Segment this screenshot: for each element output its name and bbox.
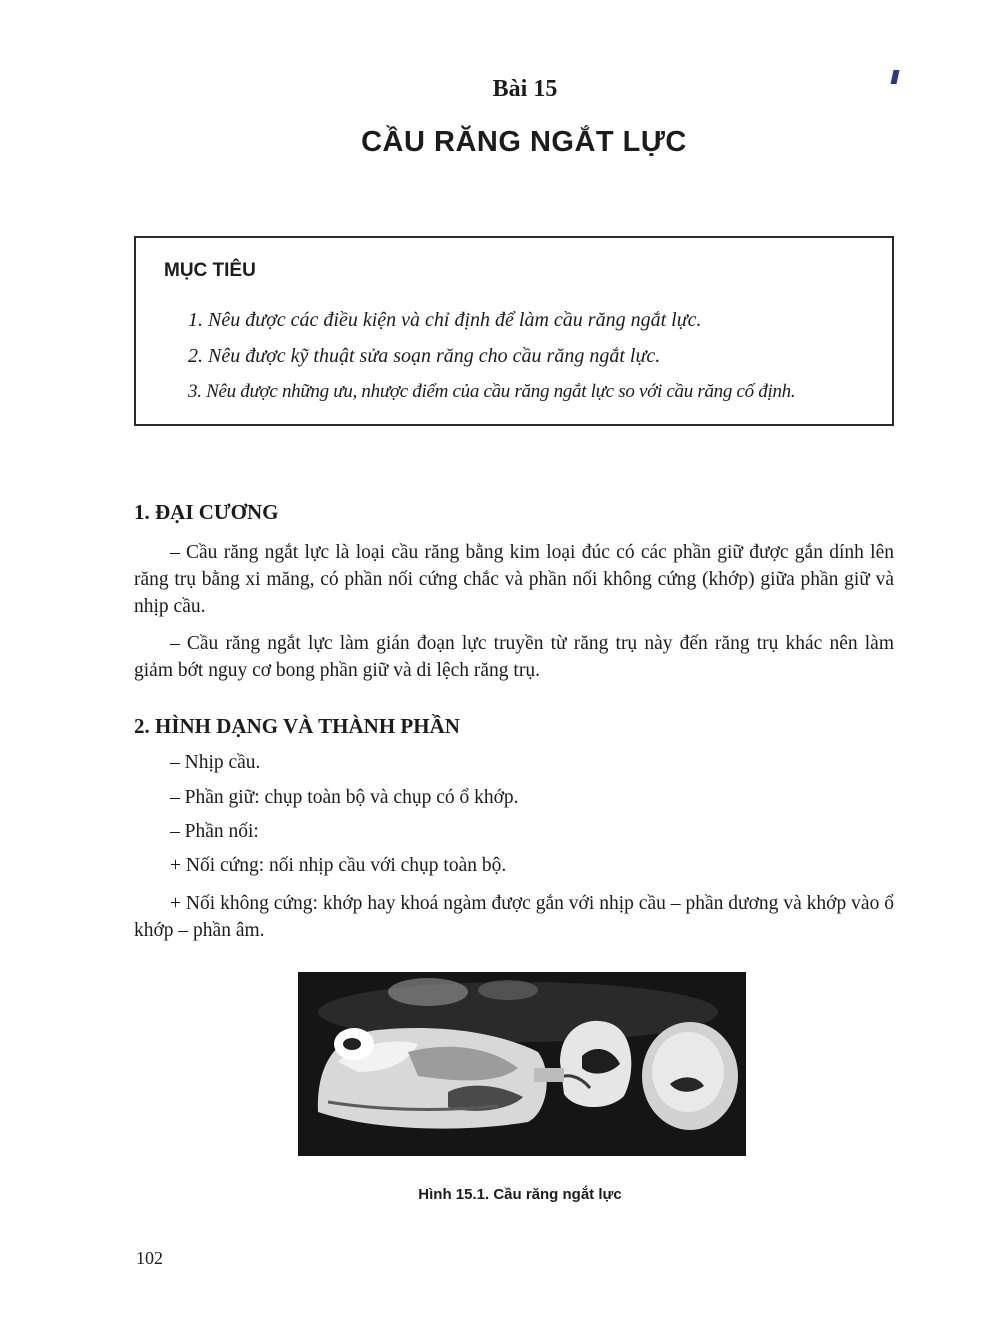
figure-caption: Hình 15.1. Cầu răng ngắt lực	[418, 1186, 622, 1203]
list-item: – Nhịp cầu.	[170, 752, 261, 773]
objective-item: 1. Nêu được các điều kiện và chỉ định để làm cầu răng ngắt lực.	[188, 309, 702, 331]
objectives-heading: MỤC TIÊU	[164, 260, 256, 281]
lesson-number: Bài 15	[492, 76, 558, 102]
paragraph: – Cầu răng ngắt lực làm gián đoạn lực truyền từ răng trụ này đến răng trụ khác nên làm giảm bớt nguy cơ bong phần giữ và di lệch răng trụ.	[134, 633, 894, 681]
lesson-title: CẦU RĂNG NGẮT LỰC	[361, 126, 687, 158]
list-item: – Phần giữ: chụp toàn bộ và chụp có ổ khớp.	[170, 787, 519, 808]
objective-item: 3. Nêu được những ưu, nhược điểm của cầu răng ngắt lực so với cầu răng cố định.	[188, 381, 796, 402]
list-item: + Nối cứng: nối nhịp cầu với chụp toàn bộ.	[170, 855, 507, 876]
objective-item: 2. Nêu được kỹ thuật sửa soạn răng cho cầu răng ngắt lực.	[188, 345, 661, 367]
bridge-photo-image	[298, 972, 746, 1156]
list-item: – Phần nối:	[170, 821, 259, 842]
page-number: 102	[136, 1248, 163, 1268]
paragraph: – Cầu răng ngắt lực là loại cầu răng bằng kim loại đúc có các phần giữ được gắn dính lên răng trụ bằng xi măng, có phần nối cứng chắc và phần nối không cứng (khớp) giữa phần giữ và nhịp cầu.	[134, 542, 894, 617]
section-heading-shape: 2. HÌNH DẠNG VÀ THÀNH PHẦN	[134, 714, 460, 738]
section-heading-general: 1. ĐẠI CƯƠNG	[134, 500, 279, 524]
paragraph: + Nối không cứng: khớp hay khoá ngàm được gắn với nhịp cầu – phần dương và khớp vào ổ khớp – phần âm.	[134, 893, 894, 941]
bridge-photo	[298, 972, 746, 1156]
objectives-box	[134, 236, 894, 426]
objectives-list	[188, 302, 795, 410]
